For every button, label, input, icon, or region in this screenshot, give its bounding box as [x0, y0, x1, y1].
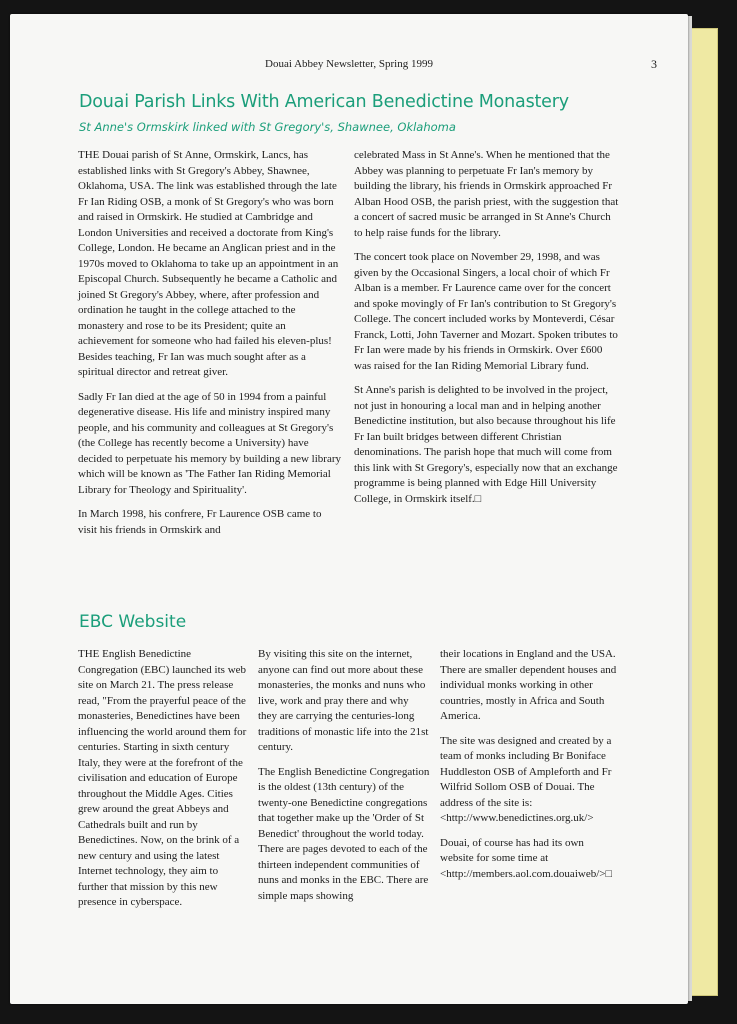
paragraph: Douai, of course has had its own website for some time at <http://members.aol.com.douaiweb/>□ — [440, 836, 613, 880]
paragraph: The concert took place on November 29, 1998, and was given by the Occasional Singers, a local choir of which Fr Alban is a member. Fr Laurence came over for the concert and spoke movingly of Fr Ian's contribution to St Gregory's College. The concert included works by Monteverdi, César Franck, Lotti, John Taverner and Mozart. Spoken tributes to Fr Ian were made by his friends in Ormskirk. Over £600 was raised for the Ian Riding Memorial Library fund. — [354, 251, 618, 372]
ebc-section-title: EBC Website — [79, 612, 187, 632]
paragraph: The English Benedictine Congregation is the oldest (13th century) of the twenty-one Benedictine congregations that together make up the 'Order of St Benedict' throughout the world today. There are pages devoted to each of the thirteen independent communities of nuns and monks in the EBC. There are simple maps showing — [258, 765, 430, 902]
ebc-column-1 — [78, 647, 250, 920]
paragraph: The site was designed and created by a team of monks including Br Boniface Huddleston OSB of Ampleforth and Fr Wilfrid Sollom OSB of Douai. The address of the site is:<http://www.benedictines.org.uk/> — [440, 734, 612, 824]
ebc-column-2 — [258, 647, 430, 913]
article-subtitle: St Anne's Ormskirk linked with St Gregory's, Shawnee, Oklahoma — [79, 120, 456, 134]
article-title: Douai Parish Links With American Benedictine Monastery — [79, 92, 569, 112]
paragraph: THE Douai parish of St Anne, Ormskirk, Lancs, has established links with St Gregory's Abbey, Shawnee, Oklahoma, USA. The link was established through the late Fr Ian Riding OSB, a monk of St Gregory's who was born and raised in Ormskirk. He studied at Cambridge and London Universities and received a doctorate from King's College, London. He became an Anglican priest and in the 1970s moved to Oklahoma to take up an appointment in an Episcopal Church. Subsequently he became a Catholic and joined St Gregory's Abbey, where, after profession and ordination he taught in the college attached to the monastery and rose to be its President; quite an achievement for someone who had failed his eleven-plus! Besides teaching, Fr Ian was much sought after as a spiritual director and retreat giver. — [78, 149, 339, 378]
article-column-2 — [354, 148, 620, 516]
paragraph: THE English Benedictine Congregation (EBC) launched its web site on March 21. The press release read, "From the prayerful peace of the monasteries, Benedictines have been influencing the world around them for centuries. Starting in sixth century Italy, they were at the forefront of the civilisation and education of Europe throughout the Middle Ages. Cities grew around the great Abbeys and Cathedrals built and run by Benedictines. Now, on the brink of a new century and using the latest Internet technology, they aim to further that mission by this new presence in cyberspace. — [78, 648, 247, 908]
running-header: Douai Abbey Newsletter, Spring 1999 — [265, 58, 433, 70]
article-column-1 — [78, 148, 342, 547]
paragraph: By visiting this site on the internet, anyone can find out more about these monasteries, the monks and nuns who live, work and pray there and why they are carrying the centuries-long traditions of monastic life into the 21st century. — [258, 648, 429, 753]
page-number: 3 — [651, 57, 657, 71]
newsletter-page — [10, 14, 688, 1004]
paragraph: Sadly Fr Ian died at the age of 50 in 1994 from a painful degenerative disease. His life and ministry inspired many people, and his community and colleagues at St Gregory's (the College has recently become a University) have decided to perpetuate his memory by building a new library which will be known as 'The Father Ian Riding Memorial Library for Theology and Spirituality'. — [78, 390, 342, 496]
paragraph: In March 1998, his confrere, Fr Laurence OSB came to visit his friends in Ormskirk and — [78, 508, 322, 536]
ebc-column-3 — [440, 647, 620, 891]
paragraph: their locations in England and the USA. There are smaller dependent houses and individual monks working in other countries, mostly in Africa and South America. — [440, 648, 617, 722]
paragraph: St Anne's parish is delighted to be involved in the project, not just in honouring a local man and in helping another Benedictine institution, but also because throughout his life Fr Ian built bridges between different Christian denominations. The parish hope that much will come from this link with St Gregory's, especially now that an exchange programme is being planned with Edge Hill University College, in Ormskirk itself.□ — [354, 384, 618, 505]
paragraph: celebrated Mass in St Anne's. When he mentioned that the Abbey was planning to perpetuate Fr Ian's memory by building the library, his friends in Ormskirk approached Fr Alban Hood OSB, the parish priest, with the suggestion that a concert of sacred music be arranged in St Anne's Church to help raise funds for the library. — [354, 149, 619, 239]
